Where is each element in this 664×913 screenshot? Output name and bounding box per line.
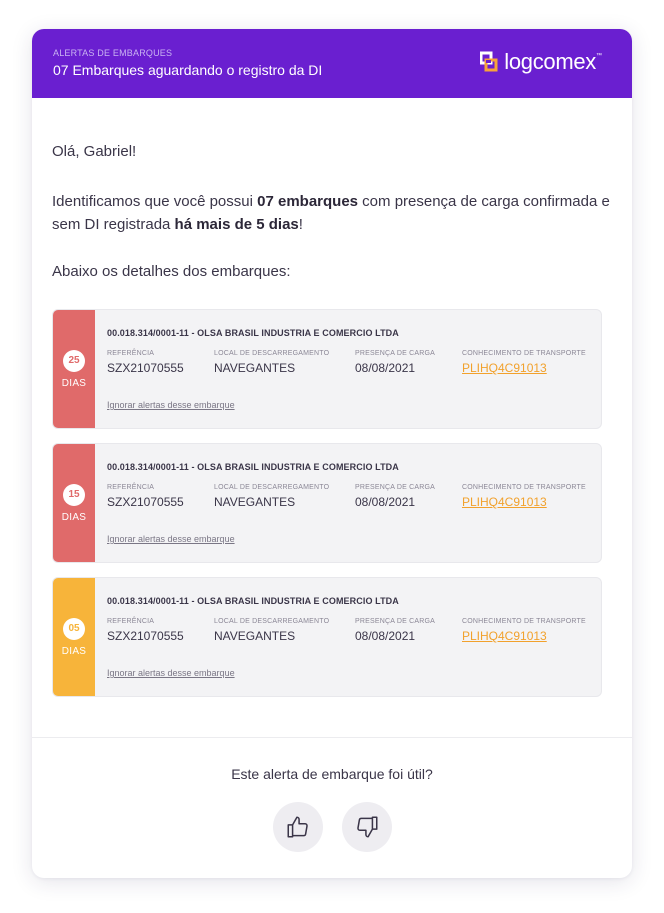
field-bill [462, 618, 586, 643]
like-button[interactable] [273, 802, 323, 852]
cargo-date-value: 08/08/2021 [355, 495, 416, 509]
ignore-alerts-link[interactable]: Ignorar alertas desse embarque [107, 400, 235, 410]
bill-link[interactable]: PLIHQ4C91013 [462, 495, 547, 509]
days-badge [53, 578, 95, 696]
shipment-card [52, 309, 602, 429]
header-kicker: ALERTAS DE EMBARQUES [53, 48, 173, 58]
unloading-value: NAVEGANTES [214, 495, 296, 509]
field-reference [107, 484, 184, 509]
days-label: DIAS [61, 645, 87, 657]
days-label: DIAS [61, 377, 87, 389]
field-unloading [214, 618, 329, 643]
divider [32, 737, 632, 738]
field-label: CONHECIMENTO DE TRANSPORTE [462, 618, 586, 625]
field-reference [107, 350, 184, 375]
field-label: LOCAL DE DESCARREGAMENTO [214, 484, 330, 491]
company-name: 00.018.314/0001-11 - OLSA BRASIL INDUSTRIA E COMERCIO LTDA [107, 596, 399, 606]
email-card [32, 29, 632, 878]
field-label: CONHECIMENTO DE TRANSPORTE [462, 484, 586, 491]
intro-bold-days: há mais de 5 dias [174, 216, 299, 233]
details-lead: Abaixo os detalhes dos embarques: [52, 263, 291, 280]
field-bill [462, 350, 586, 375]
logo-mark-icon [480, 51, 498, 73]
field-unloading [214, 350, 329, 375]
field-label: REFERÊNCIA [107, 618, 155, 625]
field-label: REFERÊNCIA [107, 484, 155, 491]
shipment-details [107, 462, 589, 544]
intro-text-2: com presença de carga confirmada e sem DI registrada [52, 193, 610, 233]
cargo-date-value: 08/08/2021 [355, 629, 416, 643]
intro-bold-count: 07 embarques [257, 193, 359, 210]
header-title: 07 Embarques aguardando o registro da DI [53, 62, 323, 78]
field-label: LOCAL DE DESCARREGAMENTO [214, 618, 330, 625]
field-label: REFERÊNCIA [107, 350, 155, 357]
bill-link[interactable]: PLIHQ4C91013 [462, 361, 547, 375]
field-cargo [355, 484, 435, 509]
shipment-fields [107, 618, 589, 648]
days-badge [53, 310, 95, 428]
intro-text-1: Identificamos que você possui [52, 193, 258, 210]
days-badge [53, 444, 95, 562]
days-count: 15 [63, 484, 85, 506]
intro-text-3: ! [298, 216, 303, 233]
field-label: PRESENÇA DE CARGA [355, 618, 436, 625]
field-cargo [355, 350, 435, 375]
greeting: Olá, Gabriel! [52, 143, 137, 160]
ignore-alerts-link[interactable]: Ignorar alertas desse embarque [107, 534, 235, 544]
shipment-fields [107, 350, 589, 380]
company-name: 00.018.314/0001-11 - OLSA BRASIL INDUSTRIA E COMERCIO LTDA [107, 462, 399, 472]
cargo-date-value: 08/08/2021 [355, 361, 416, 375]
field-label: LOCAL DE DESCARREGAMENTO [214, 350, 330, 357]
field-cargo [355, 618, 435, 643]
reference-value: SZX21070555 [107, 629, 184, 643]
shipment-card [52, 577, 602, 697]
thumbs-up-icon [285, 814, 311, 840]
days-count: 25 [63, 350, 85, 372]
email-header [32, 29, 632, 98]
shipment-fields [107, 484, 589, 514]
shipment-details [107, 596, 589, 678]
logo-trademark: ™ [596, 53, 602, 59]
shipment-details [107, 328, 589, 410]
field-bill [462, 484, 586, 509]
intro-paragraph [52, 190, 612, 236]
unloading-value: NAVEGANTES [214, 629, 296, 643]
field-unloading [214, 484, 329, 509]
thumbs-down-icon [354, 814, 380, 840]
ignore-alerts-link[interactable]: Ignorar alertas desse embarque [107, 668, 235, 678]
field-reference [107, 618, 184, 643]
reference-value: SZX21070555 [107, 361, 184, 375]
logo-text: logcomex [504, 49, 596, 74]
days-count: 05 [63, 618, 85, 640]
field-label: PRESENÇA DE CARGA [355, 350, 436, 357]
feedback-question: Este alerta de embarque foi útil? [231, 766, 433, 782]
field-label: PRESENÇA DE CARGA [355, 484, 436, 491]
reference-value: SZX21070555 [107, 495, 184, 509]
field-label: CONHECIMENTO DE TRANSPORTE [462, 350, 586, 357]
bill-link[interactable]: PLIHQ4C91013 [462, 629, 547, 643]
dislike-button[interactable] [342, 802, 392, 852]
shipment-card [52, 443, 602, 563]
unloading-value: NAVEGANTES [214, 361, 296, 375]
days-label: DIAS [61, 511, 87, 523]
logcomex-logo [480, 51, 602, 73]
company-name: 00.018.314/0001-11 - OLSA BRASIL INDUSTRIA E COMERCIO LTDA [107, 328, 399, 338]
